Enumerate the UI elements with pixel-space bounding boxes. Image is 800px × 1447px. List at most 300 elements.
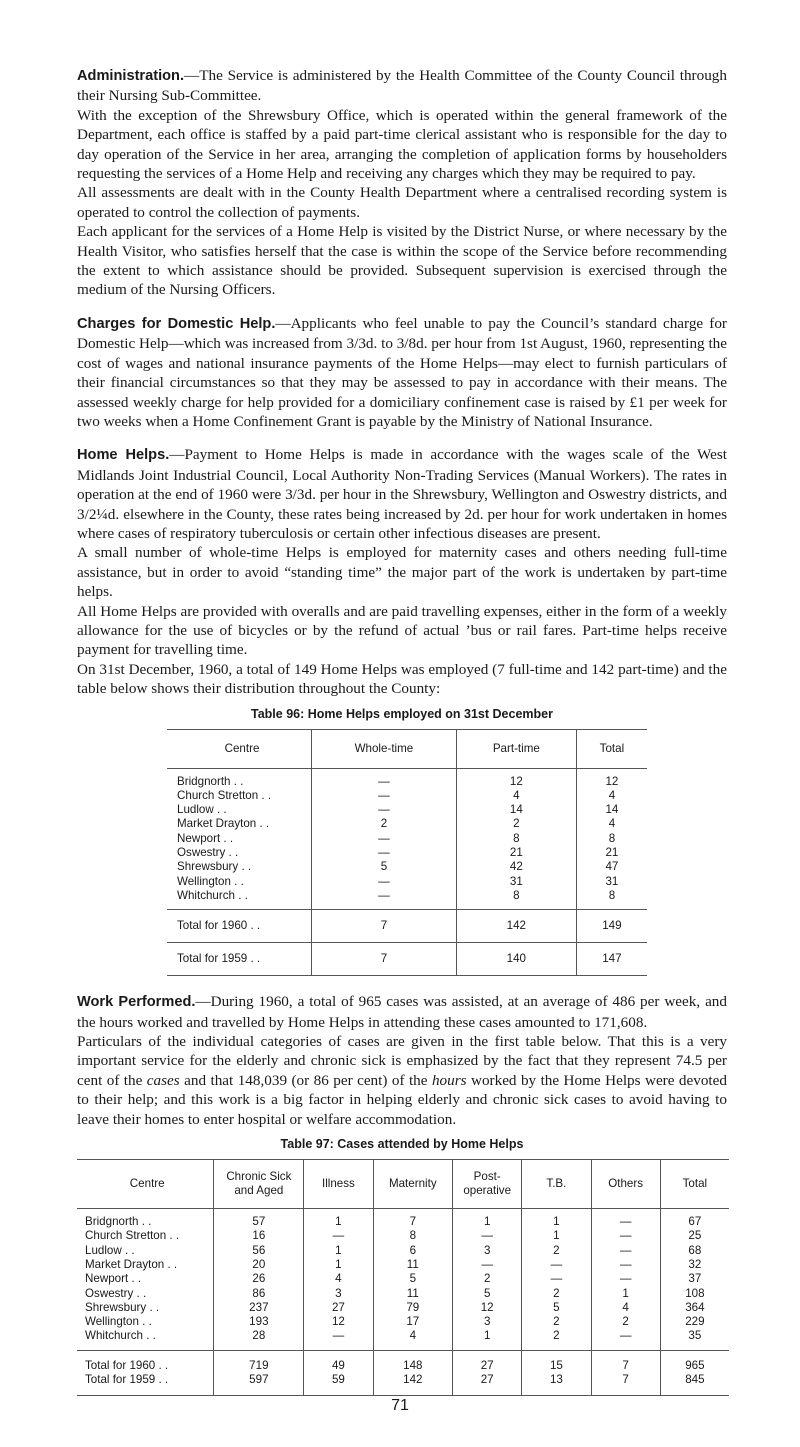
value-cell: [456, 817, 576, 831]
row-label-cell: [77, 1244, 214, 1258]
value-cell: [373, 1315, 453, 1329]
value-cell: [312, 768, 457, 789]
row-label-cell: [167, 860, 312, 874]
cell-value: 27: [480, 1373, 494, 1387]
cell-value: 8: [409, 1229, 417, 1243]
value-cell: [660, 1272, 729, 1286]
cell-value: 27: [480, 1358, 494, 1372]
centre-label: Newport . .: [177, 832, 233, 845]
cell-value: 193: [249, 1315, 269, 1329]
header-cell: Maternity: [373, 1160, 453, 1209]
row-label-cell: [77, 1315, 214, 1329]
cell-value: 965: [685, 1358, 705, 1372]
centre-label: Ludlow . .: [177, 803, 227, 816]
centre-label: Shrewsbury . .: [85, 1301, 159, 1314]
cell-value: 5: [483, 1286, 491, 1300]
work-paragraph-1: Work Performed.—During 1960, a total of 965 cases was assisted, at an average of 486 per week, and the hours worked and travelled by Home Helps in attending these cases amounted to 171,608.: [77, 993, 727, 1031]
centre-label: Market Drayton . .: [177, 817, 269, 830]
row-label-cell: [167, 803, 312, 817]
centre-label: Whitchurch . .: [177, 889, 248, 902]
value-cell: [453, 1287, 522, 1301]
value-cell: [576, 789, 647, 803]
cell-value: 8: [513, 888, 520, 902]
work-heading: Work Performed.: [77, 994, 196, 1011]
value-cell: [312, 875, 457, 889]
value-cell: [304, 1373, 373, 1396]
centre-label: Oswestry . .: [177, 846, 238, 859]
value-cell: [591, 1301, 660, 1315]
cell-value: 59: [331, 1373, 345, 1387]
row-label-cell: [167, 889, 312, 910]
value-cell: [214, 1373, 304, 1396]
cell-value: 1: [622, 1286, 629, 1300]
row-label-cell: [167, 817, 312, 831]
value-cell: [456, 768, 576, 789]
table-96-body: [167, 768, 647, 976]
value-cell: [576, 846, 647, 860]
header-cell: Part-time: [456, 729, 576, 768]
row-label-cell: [77, 1229, 214, 1243]
value-cell: [591, 1287, 660, 1301]
cell-value: 6: [409, 1243, 417, 1257]
header-cell: T.B.: [522, 1160, 591, 1209]
value-cell: [312, 860, 457, 874]
header-cell: Whole-time: [312, 729, 457, 768]
value-cell: [304, 1301, 373, 1315]
cell-value: 25: [688, 1229, 702, 1243]
table-96-caption: Table 96: Home Helps employed on 31st December: [251, 706, 553, 721]
value-cell: [591, 1258, 660, 1272]
header-cell: Total: [660, 1160, 729, 1209]
cell-value: 7: [380, 952, 388, 966]
value-cell: [660, 1209, 729, 1230]
value-cell: [304, 1315, 373, 1329]
cell-value: 1: [553, 1215, 560, 1229]
cell-value: 1: [483, 1215, 491, 1229]
cell-value: 28: [252, 1329, 266, 1343]
cell-value: 56: [252, 1243, 266, 1257]
cell-value: —: [619, 1329, 632, 1343]
row-label-cell: [77, 1350, 214, 1373]
charges-paragraph: Charges for Domestic Help.—Applicants who feel unable to pay the Council’s standard charge for Domestic Help—which was increased from 3/3d. to 3/8d. per hour from 1st August, 1960, representing the cost of wages and national insurance payments of the Home Helps—may elect to furnish particulars of their financial circumstances so that they may be assessed to pay in accordance with their means. The assessed weekly charge for help provided for a domiciliary confinement case is raised by £1 per week for two weeks when a Home Confinement Grant is payable by the Ministry of National Insurance.: [77, 314, 727, 430]
row-label-cell: [167, 846, 312, 860]
cell-value: 148: [403, 1358, 423, 1372]
centre-label: Church Stretton . .: [177, 789, 271, 802]
helps-paragraph-3: All Home Helps are provided with overalls and are paid travelling expenses, either in the form of a weekly allowance for the use of bicycles or by the refund of actual ’bus or rail fares. Part-time helps receive payment for travelling time.: [77, 602, 727, 659]
header-cell: Others: [591, 1160, 660, 1209]
value-cell: [522, 1209, 591, 1230]
cell-value: 5: [380, 860, 388, 874]
cell-value: 12: [331, 1315, 345, 1329]
table-row: [167, 875, 647, 889]
page-number: 71: [391, 1397, 409, 1414]
cell-value: 3: [335, 1286, 342, 1300]
value-cell: [373, 1258, 453, 1272]
value-cell: [576, 817, 647, 831]
cell-value: 11: [406, 1258, 419, 1271]
value-cell: [456, 943, 576, 976]
cell-value: 4: [409, 1329, 417, 1343]
cell-value: 12: [480, 1300, 494, 1314]
value-cell: [522, 1315, 591, 1329]
cell-value: 142: [506, 919, 526, 933]
cell-value: 31: [509, 874, 523, 888]
cell-value: —: [619, 1215, 632, 1229]
value-cell: [456, 889, 576, 910]
cell-value: 79: [406, 1300, 420, 1314]
helps-paragraph-2: A small number of whole-time Helps is employed for maternity cases and others needing full-time assistance, but in order to avoid “standing time” the major part of the work is undertaken by part-time helps.: [77, 544, 727, 601]
cell-value: 8: [608, 888, 616, 902]
row-label-cell: [77, 1209, 214, 1230]
value-cell: [453, 1329, 522, 1350]
cell-value: 2: [380, 817, 388, 831]
table-96-header-row: [167, 729, 647, 768]
value-cell: [591, 1209, 660, 1230]
value-cell: [214, 1301, 304, 1315]
cell-value: —: [550, 1258, 563, 1271]
row-label-cell: [77, 1287, 214, 1301]
cell-value: —: [378, 831, 390, 845]
value-cell: [214, 1229, 304, 1243]
header-cell: Centre: [77, 1160, 214, 1209]
value-cell: [304, 1244, 373, 1258]
value-cell: [312, 910, 457, 943]
cell-value: 12: [605, 774, 619, 788]
row-label-cell: [77, 1329, 214, 1350]
value-cell: [373, 1229, 453, 1243]
cell-value: 67: [688, 1215, 702, 1229]
value-cell: [453, 1272, 522, 1286]
cell-value: 2: [553, 1286, 560, 1300]
cell-value: 4: [622, 1300, 629, 1314]
value-cell: [456, 846, 576, 860]
value-cell: [373, 1329, 453, 1350]
cell-value: —: [378, 874, 390, 888]
cell-value: 8: [608, 831, 616, 845]
value-cell: [456, 803, 576, 817]
value-cell: [522, 1244, 591, 1258]
cell-value: 845: [685, 1373, 705, 1387]
cell-value: 237: [249, 1300, 269, 1314]
value-cell: [591, 1350, 660, 1373]
table-row: [77, 1287, 729, 1301]
cell-value: 140: [506, 952, 526, 966]
value-cell: [304, 1350, 373, 1373]
header-cell: Post-operative: [453, 1160, 522, 1209]
cell-value: 11: [406, 1286, 419, 1300]
value-cell: [214, 1329, 304, 1350]
cell-value: 1: [335, 1215, 342, 1229]
centre-label: Wellington . .: [85, 1315, 152, 1328]
table-row: [167, 817, 647, 831]
cell-value: 3: [483, 1243, 491, 1257]
cell-value: 597: [249, 1373, 269, 1387]
table-row: [167, 803, 647, 817]
cell-value: 68: [688, 1243, 702, 1257]
cell-value: 7: [622, 1373, 629, 1387]
value-cell: [576, 803, 647, 817]
cell-value: 7: [622, 1358, 629, 1372]
table-row: [77, 1315, 729, 1329]
centre-label: Total for 1959 . .: [85, 1373, 168, 1386]
value-cell: [591, 1373, 660, 1396]
value-cell: [660, 1244, 729, 1258]
cell-value: —: [378, 774, 390, 788]
value-cell: [576, 860, 647, 874]
value-cell: [214, 1287, 304, 1301]
cell-value: —: [332, 1229, 345, 1243]
cell-value: 12: [509, 774, 523, 788]
cell-value: 49: [331, 1358, 345, 1372]
cell-value: 27: [331, 1300, 345, 1314]
cell-value: 7: [409, 1215, 417, 1229]
table-row: [167, 789, 647, 803]
table-row: [77, 1272, 729, 1286]
cell-value: 2: [553, 1315, 560, 1329]
cell-value: 364: [685, 1300, 705, 1314]
cell-value: 21: [509, 846, 523, 860]
value-cell: [312, 943, 457, 976]
value-cell: [591, 1272, 660, 1286]
table-row: [167, 832, 647, 846]
work-paragraph-2: Particulars of the individual categories of cases are given in the first table below. That this is a very important service for the elderly and chronic sick is emphasized by the fact that they represent 74.5 per cent of the cases and that 148,039 (or 86 per cent) of the hours worked by the Home Helps were devoted to their help; and this work is a big factor in helping elderly and chronic sick cases to avoid having to leave their homes to enter hospital or welfare accommodation.: [77, 1033, 727, 1128]
cell-value: 32: [688, 1258, 702, 1271]
value-cell: [576, 910, 647, 943]
cell-value: 17: [406, 1315, 420, 1329]
cell-value: 15: [549, 1358, 563, 1372]
value-cell: [373, 1209, 453, 1230]
helps-paragraph-4: On 31st December, 1960, a total of 149 Home Helps was employed (7 full-time and 142 part-time) and the table below shows their distribution throughout the County:: [77, 660, 727, 698]
table-row: [167, 889, 647, 910]
cell-value: —: [481, 1258, 493, 1271]
value-cell: [214, 1244, 304, 1258]
table-row: [167, 846, 647, 860]
total-row-1960: [167, 910, 647, 943]
value-cell: [453, 1244, 522, 1258]
table-row: [77, 1229, 729, 1243]
cell-value: 108: [685, 1286, 705, 1300]
admin-heading: Administration.: [77, 68, 185, 84]
value-cell: [456, 860, 576, 874]
value-cell: [576, 832, 647, 846]
cell-value: 4: [608, 817, 616, 831]
value-cell: [214, 1315, 304, 1329]
cell-value: —: [619, 1243, 632, 1257]
cell-value: 3: [483, 1315, 491, 1329]
cell-value: 5: [409, 1272, 417, 1286]
cell-value: 2: [513, 817, 520, 831]
value-cell: [522, 1272, 591, 1286]
cell-value: 13: [549, 1373, 563, 1387]
cell-value: 4: [608, 788, 616, 802]
cell-value: 42: [509, 860, 523, 874]
header-cell: Illness: [304, 1160, 373, 1209]
value-cell: [312, 889, 457, 910]
value-cell: [304, 1258, 373, 1272]
cell-value: 1: [483, 1329, 491, 1343]
value-cell: [312, 817, 457, 831]
cell-value: 16: [252, 1229, 266, 1243]
value-cell: [576, 875, 647, 889]
table-row: [167, 768, 647, 789]
cell-value: —: [619, 1258, 632, 1271]
value-cell: [373, 1350, 453, 1373]
admin-paragraph-3: All assessments are dealt with in the County Health Department where a centralised recording system is operated to control the collection of payments.: [77, 184, 727, 221]
total-row-1959: [77, 1373, 729, 1396]
value-cell: [373, 1373, 453, 1396]
cell-value: 147: [602, 952, 622, 966]
table-96: [167, 729, 647, 977]
value-cell: [456, 832, 576, 846]
value-cell: [522, 1229, 591, 1243]
centre-label: Market Drayton . .: [85, 1258, 177, 1271]
centre-label: Whitchurch . .: [85, 1329, 156, 1342]
value-cell: [576, 889, 647, 910]
value-cell: [312, 832, 457, 846]
cell-value: 21: [605, 846, 619, 860]
cell-value: 47: [605, 860, 619, 874]
cell-value: 20: [252, 1258, 266, 1271]
admin-paragraph-1: Administration.—The Service is administered by the Health Committee of the County Council through their Nursing Sub-Committee.: [77, 67, 727, 105]
value-cell: [591, 1315, 660, 1329]
table-row: [77, 1244, 729, 1258]
row-label-cell: [167, 832, 312, 846]
cell-value: 719: [249, 1358, 269, 1372]
centre-label: Oswestry . .: [85, 1287, 146, 1300]
cell-value: 4: [513, 788, 520, 802]
value-cell: [312, 803, 457, 817]
row-label-cell: [167, 875, 312, 889]
centre-label: Total for 1959 . .: [177, 952, 260, 965]
centre-label: Ludlow . .: [85, 1244, 135, 1257]
value-cell: [660, 1229, 729, 1243]
charges-heading: Charges for Domestic Help.: [77, 315, 276, 332]
admin-paragraph-4: Each applicant for the services of a Home Help is visited by the District Nurse, or where necessary by the Health Visitor, who satisfies herself that the case is within the scope of the Service before recommending the extent to which assistance should be provided. Subsequent supervision is exercised through the medium of the Nursing Officers.: [77, 223, 727, 299]
value-cell: [453, 1209, 522, 1230]
cell-value: 31: [605, 874, 619, 888]
centre-label: Total for 1960 . .: [177, 919, 260, 932]
value-cell: [522, 1301, 591, 1315]
value-cell: [591, 1229, 660, 1243]
value-cell: [373, 1272, 453, 1286]
value-cell: [456, 910, 576, 943]
centre-label: Wellington . .: [177, 875, 244, 888]
value-cell: [304, 1272, 373, 1286]
value-cell: [214, 1350, 304, 1373]
table-97-caption: Table 97: Cases attended by Home Helps: [280, 1137, 524, 1152]
centre-label: Bridgnorth . .: [177, 775, 243, 788]
value-cell: [453, 1258, 522, 1272]
centre-label: Shrewsbury . .: [177, 860, 251, 873]
value-cell: [522, 1287, 591, 1301]
value-cell: [453, 1373, 522, 1396]
row-label-cell: [167, 943, 312, 976]
value-cell: [304, 1209, 373, 1230]
table-row: [167, 860, 647, 874]
cell-value: —: [619, 1272, 632, 1286]
value-cell: [214, 1272, 304, 1286]
value-cell: [453, 1315, 522, 1329]
total-row-1960: [77, 1350, 729, 1373]
value-cell: [312, 846, 457, 860]
cell-value: 14: [509, 803, 523, 817]
cell-value: —: [481, 1229, 493, 1243]
cell-value: —: [619, 1229, 632, 1243]
cell-value: 4: [335, 1272, 342, 1286]
cell-value: 229: [685, 1315, 705, 1329]
cell-value: 2: [553, 1329, 560, 1343]
row-label-cell: [77, 1373, 214, 1396]
value-cell: [312, 789, 457, 803]
cell-value: 7: [380, 919, 388, 933]
value-cell: [373, 1244, 453, 1258]
row-label-cell: [167, 768, 312, 789]
value-cell: [522, 1373, 591, 1396]
cell-value: 1: [335, 1258, 342, 1271]
cell-value: 35: [688, 1329, 702, 1343]
total-row-1959: [167, 943, 647, 976]
header-cell: Total: [576, 729, 647, 768]
cell-value: 2: [622, 1315, 629, 1329]
cell-value: 26: [252, 1272, 266, 1286]
row-label-cell: [77, 1301, 214, 1315]
document-page: [77, 66, 727, 1396]
value-cell: [660, 1287, 729, 1301]
value-cell: [304, 1229, 373, 1243]
value-cell: [660, 1373, 729, 1396]
row-label-cell: [167, 789, 312, 803]
cell-value: 37: [688, 1272, 702, 1286]
cell-value: 149: [602, 919, 622, 933]
value-cell: [660, 1315, 729, 1329]
value-cell: [456, 789, 576, 803]
value-cell: [453, 1350, 522, 1373]
row-label-cell: [167, 910, 312, 943]
cell-value: 2: [553, 1243, 560, 1257]
table-row: [77, 1258, 729, 1272]
cell-value: —: [378, 888, 390, 902]
cell-value: —: [378, 846, 390, 860]
header-cell: Chronic Sick and Aged: [214, 1160, 304, 1209]
value-cell: [373, 1287, 453, 1301]
centre-label: Church Stretton . .: [85, 1229, 179, 1242]
helps-paragraph-1: Home Helps.—Payment to Home Helps is made in accordance with the wages scale of the West Midlands Joint Industrial Council, Local Authority Non-Trading Services (Manual Workers). The rates in operation at the end of 1960 were 3/3d. per hour in the Shrewsbury, Wellington and Oswestry districts, and 3/2¼d. elsewhere in the County, these rates being increased by 2d. per hour for work undertaken in homes where cases of respiratory tuberculosis or certain other infectious diseases are present.: [77, 446, 727, 542]
cell-value: 8: [513, 831, 520, 845]
cell-value: 5: [553, 1300, 560, 1314]
value-cell: [522, 1329, 591, 1350]
table-row: [77, 1329, 729, 1350]
cell-value: —: [378, 803, 390, 817]
cell-value: 2: [483, 1272, 491, 1286]
value-cell: [591, 1244, 660, 1258]
value-cell: [660, 1350, 729, 1373]
header-cell: Centre: [167, 729, 312, 768]
value-cell: [591, 1329, 660, 1350]
value-cell: [522, 1258, 591, 1272]
centre-label: Bridgnorth . .: [85, 1215, 151, 1228]
admin-paragraph-2: With the exception of the Shrewsbury Office, which is operated within the general framework of the Department, each office is staffed by a paid part-time clerical assistant who is responsible for the day to day operation of the Service in her area, arranging the completion of application forms by householders requesting the services of a Home Help and receiving any charges which they may be required to pay.: [77, 106, 727, 183]
row-label-cell: [77, 1258, 214, 1272]
cell-value: 1: [553, 1229, 560, 1243]
value-cell: [453, 1301, 522, 1315]
cell-value: —: [378, 788, 390, 802]
value-cell: [304, 1287, 373, 1301]
value-cell: [453, 1229, 522, 1243]
value-cell: [214, 1209, 304, 1230]
value-cell: [373, 1301, 453, 1315]
table-97-header-row: [77, 1160, 729, 1209]
value-cell: [660, 1329, 729, 1350]
